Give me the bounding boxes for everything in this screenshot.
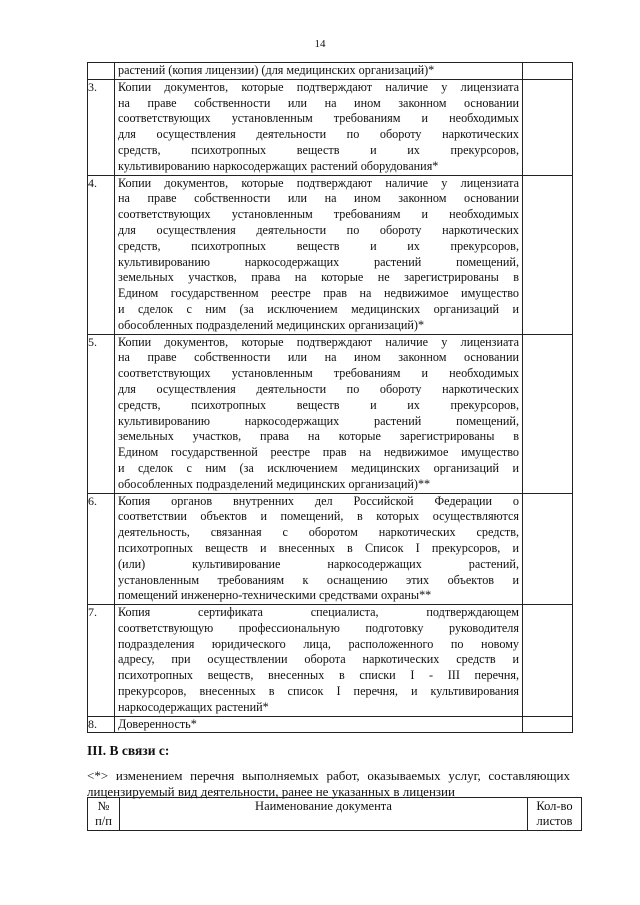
document-description: [115, 493, 523, 605]
description-line: для осуществления деятельности по обороту наркотических: [118, 127, 519, 142]
table-row: [88, 63, 573, 80]
description-line: Копия сертификата специалиста, подтверждающем: [118, 605, 519, 620]
note-line: лицензируемый вид деятельности, ранее не указанных в лицензии: [87, 784, 455, 799]
description-line: Копии документов, которые подтверждают наличие у лицензиата: [118, 175, 519, 190]
sheet-count-cell: [523, 63, 573, 80]
document-description: [115, 175, 523, 334]
description-line: растений (копия лицензии) (для медицинских организаций)*: [118, 63, 435, 77]
sheet-count-cell: [523, 605, 573, 717]
column-header-number-line: №: [97, 799, 110, 813]
sheet-count-cell: [523, 175, 573, 334]
description-line: обособленных подразделений медицинских организаций)*: [118, 317, 425, 332]
document-description: [115, 716, 523, 733]
description-line: прекурсоров, внесенных в список I перечня, и культивирования: [118, 684, 519, 699]
note-line: <*> изменением перечня выполняемых работ, оказываемых услуг, составляющих: [87, 768, 570, 783]
row-number: [88, 63, 115, 80]
description-line: (или) культивирование наркосодержащих растений,: [118, 556, 519, 571]
document-description: [115, 63, 523, 80]
description-line: деятельность, связанная с оборотом наркотических средств,: [118, 525, 519, 540]
row-number: 8.: [88, 716, 115, 733]
table-row: [88, 175, 573, 334]
description-line: средств, психотропных веществ и их прекурсоров,: [118, 142, 519, 157]
table-row: [88, 334, 573, 493]
description-line: Копия органов внутренних дел Российской Федерации о: [118, 493, 519, 508]
row-number: 6.: [88, 493, 115, 605]
document-description: [115, 79, 523, 175]
description-line: наркосодержащих растений*: [118, 699, 269, 714]
section-heading: III. В связи с:: [87, 743, 170, 758]
row-number: 4.: [88, 175, 115, 334]
column-header-number: [88, 798, 120, 831]
description-line: Копии документов, которые подтверждают наличие у лицензиата: [118, 79, 519, 94]
row-number: 7.: [88, 605, 115, 717]
description-line: подразделения юридического лица, расположенного по новому: [118, 636, 519, 651]
description-line: Копии документов, которые подтверждают наличие у лицензиата: [118, 334, 519, 349]
description-line: соответствующих установленным требованиям и необходимых: [118, 207, 519, 222]
description-line: средств, психотропных веществ и их прекурсоров,: [118, 238, 519, 253]
column-header-count-line: листов: [536, 814, 573, 828]
description-line: соответствующую профессиональную подготовку руководителя: [118, 620, 519, 635]
table-row: [88, 605, 573, 717]
description-line: установленным требованиям к оснащению этих объектов и: [118, 572, 519, 587]
column-header-number-line: п/п: [95, 814, 112, 828]
table-header-row: [88, 798, 582, 831]
documents-header-table: [87, 797, 582, 831]
description-line: соответствующих установленным требованиям и необходимых: [118, 111, 519, 126]
description-line: соответствии объектов и помещений, в которых осуществляются: [118, 509, 519, 524]
description-line: для осуществления деятельности по обороту наркотических: [118, 381, 519, 396]
row-number: 3.: [88, 79, 115, 175]
description-line: помещений инженерно-техническими средствами охраны**: [118, 588, 432, 603]
row-number: 5.: [88, 334, 115, 493]
description-line: земельных участков, права на которые не зарегистрированы в: [118, 270, 519, 285]
description-line: для осуществления деятельности по обороту наркотических: [118, 222, 519, 237]
description-line: на праве собственности или на ином законном основании: [118, 191, 519, 206]
description-line: и сделок с ним (за исключением медицинских организаций и: [118, 301, 519, 316]
description-line: Доверенность*: [118, 716, 197, 731]
description-line: Едином государственной реестре прав на недвижимое имущество: [118, 445, 519, 460]
page-number: 14: [314, 38, 326, 50]
description-line: земельных участков, права на которые зарегистрированы в: [118, 429, 519, 444]
description-line: психотропных веществ и внесенных в Список I прекурсоров, и: [118, 540, 519, 555]
description-line: культивированию наркосодержащих растений оборудования*: [118, 158, 439, 173]
table-row: [88, 716, 573, 733]
column-header-document-name: Наименование документа: [120, 798, 528, 831]
description-line: психотропных веществ, внесенных в списки I - III перечня,: [118, 668, 519, 683]
sheet-count-cell: [523, 334, 573, 493]
description-line: на праве собственности или на ином законном основании: [118, 350, 519, 365]
sheet-count-cell: [523, 493, 573, 605]
description-line: культивированию наркосодержащих растений помещений,: [118, 413, 519, 428]
column-header-count-line: Кол-во: [536, 799, 573, 813]
description-line: адресу, при осуществлении оборота наркотических средств и: [118, 652, 519, 667]
column-header-sheet-count: [528, 798, 582, 831]
description-line: обособленных подразделений медицинских организаций)**: [118, 476, 431, 491]
description-line: и сделок с ним (за исключением медицинских организаций и: [118, 460, 519, 475]
description-line: культивированию наркосодержащих растений помещений,: [118, 254, 519, 269]
description-line: соответствующих установленным требованиям и необходимых: [118, 366, 519, 381]
documents-table: [87, 62, 573, 733]
document-description: [115, 334, 523, 493]
description-line: средств, психотропных веществ и их прекурсоров,: [118, 397, 519, 412]
sheet-count-cell: [523, 79, 573, 175]
description-line: Едином государственном реестре прав на недвижимое имущество: [118, 286, 519, 301]
table-row: [88, 79, 573, 175]
document-description: [115, 605, 523, 717]
description-line: на праве собственности или на ином законном основании: [118, 95, 519, 110]
sheet-count-cell: [523, 716, 573, 733]
table-row: [88, 493, 573, 605]
